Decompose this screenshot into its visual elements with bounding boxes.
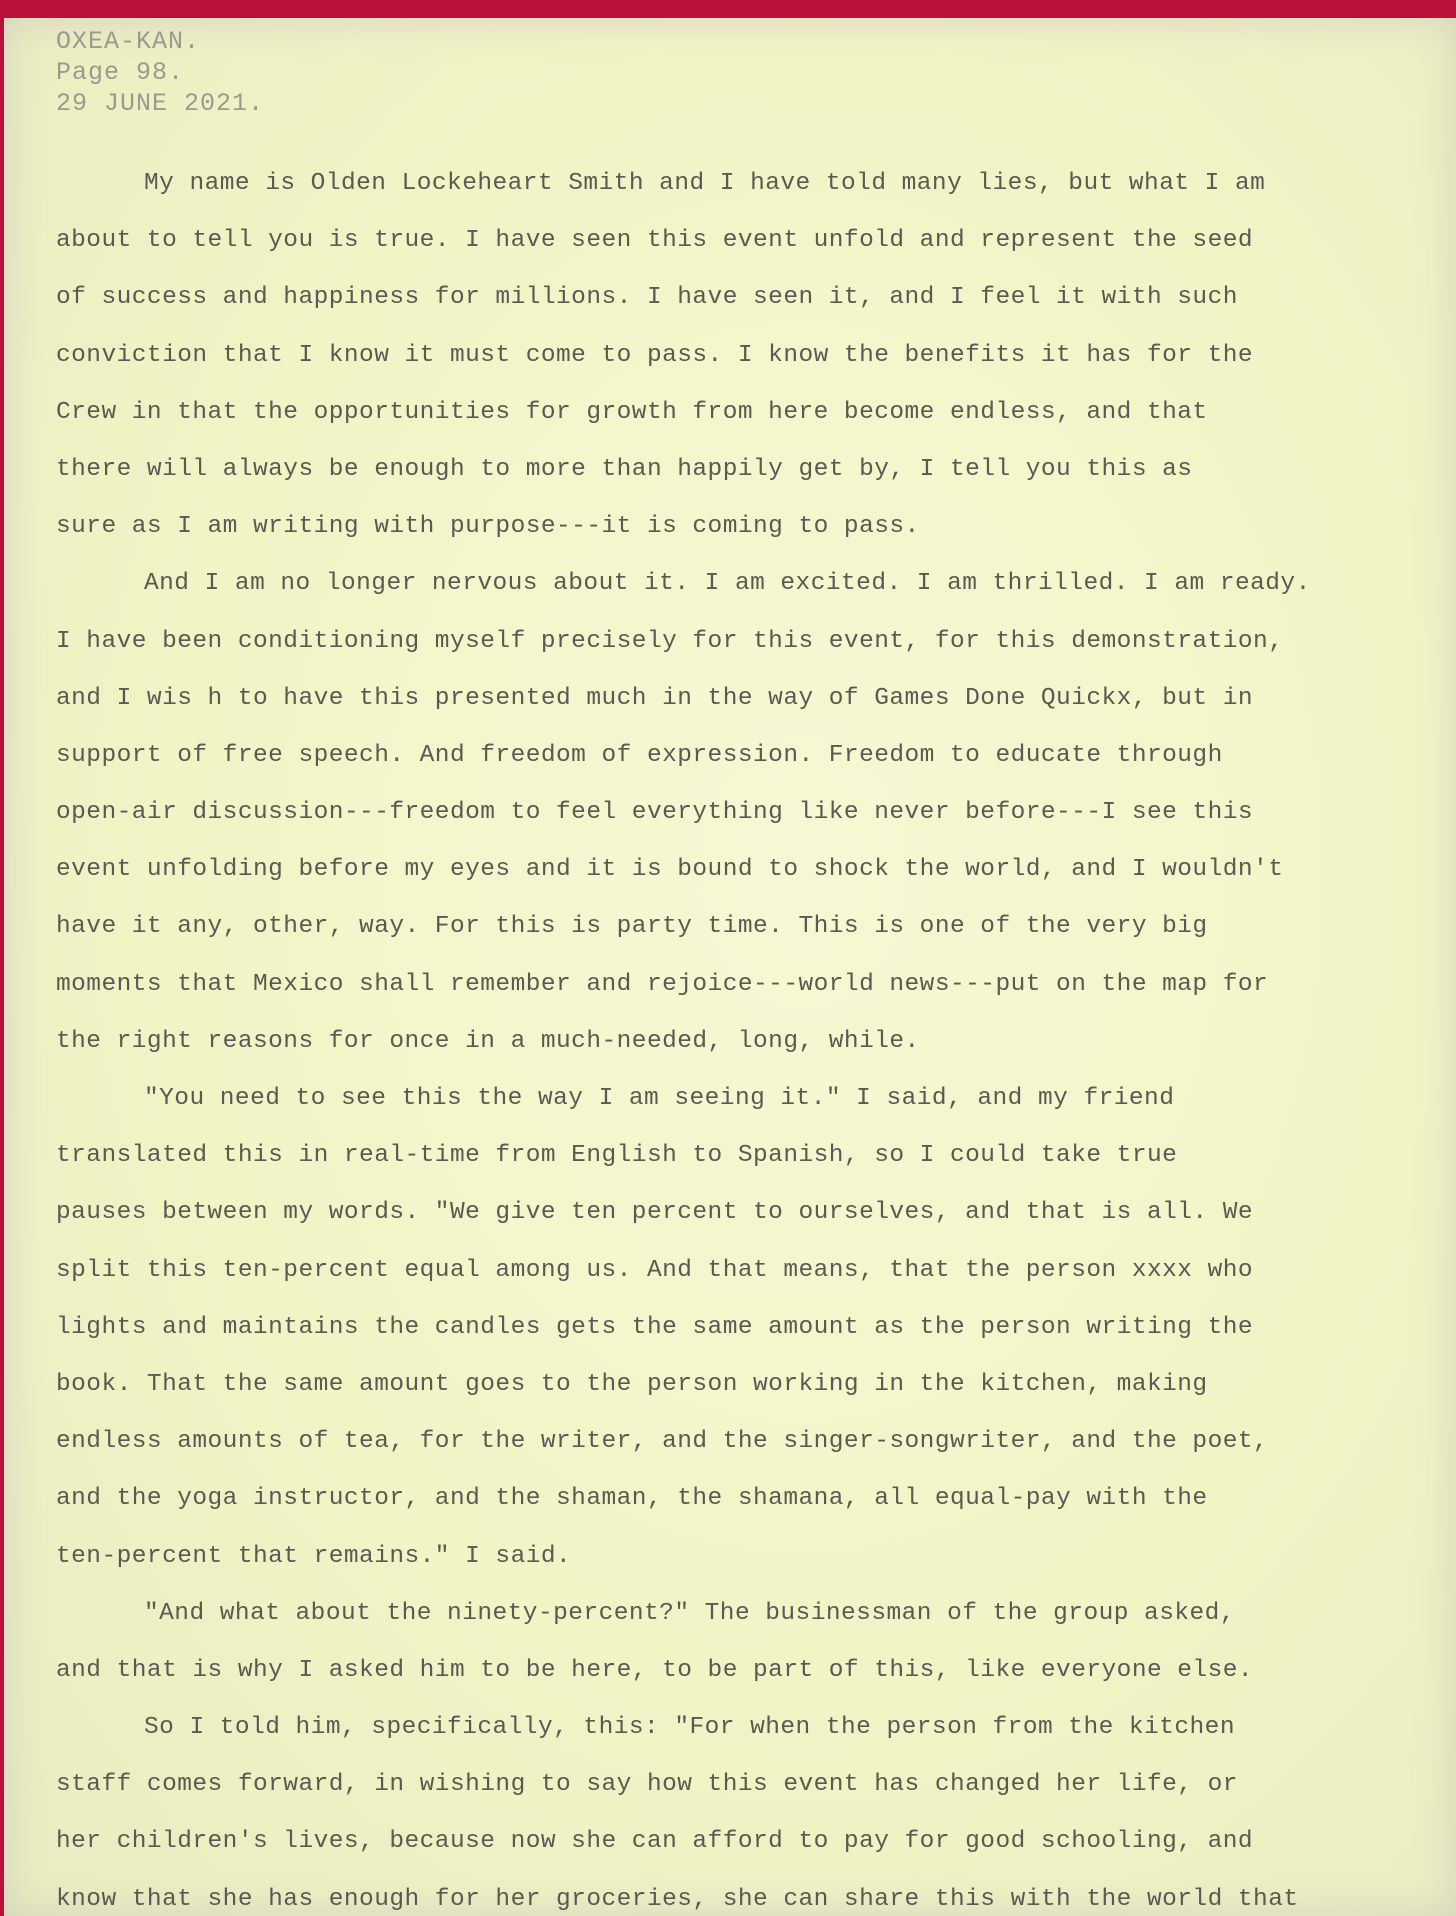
text-line: staff comes forward, in wishing to say how this event has changed her life, or (56, 1771, 1238, 1799)
text-line: and that is why I asked him to be here, to be part of this, like everyone else. (56, 1656, 1254, 1684)
text-line: pauses between my words. "We give ten percent to ourselves, and that is all. We (56, 1199, 1254, 1227)
text-line: the right reasons for once in a much-needed, long, while. (56, 1027, 920, 1055)
text-line: endless amounts of tea, for the writer, and the singer-songwriter, and the poet, (56, 1428, 1269, 1456)
header-title: OXEA-KAN. (56, 27, 201, 56)
text-line: And I am no longer nervous about it. I am excited. I am thrilled. I am ready. (144, 570, 1311, 598)
text-line: ten-percent that remains." I said. (56, 1542, 572, 1570)
text-line: lights and maintains the candles gets the same amount as the person writing the (56, 1313, 1254, 1341)
text-line: Crew in that the opportunities for growth from here become endless, and that (56, 398, 1208, 426)
text-line: know that she has enough for her groceries, she can share this with the world that (56, 1885, 1299, 1913)
text-line: open-air discussion---freedom to feel everything like never before---I see this (56, 799, 1254, 827)
text-line: moments that Mexico shall remember and rejoice---world news---put on the map for (56, 970, 1269, 998)
text-line: "And what about the ninety-percent?" The businessman of the group asked, (144, 1599, 1235, 1627)
page-header (56, 26, 264, 119)
text-line: about to tell you is true. I have seen this event unfold and represent the seed (56, 227, 1254, 255)
text-line: support of free speech. And freedom of expression. Freedom to educate through (56, 741, 1223, 769)
typewritten-page (4, 18, 1456, 1916)
text-line: sure as I am writing with purpose---it is coming to pass. (56, 513, 920, 541)
text-line: have it any, other, way. For this is party time. This is one of the very big (56, 913, 1208, 941)
header-date: 29 JUNE 2021. (56, 89, 265, 118)
text-line: event unfolding before my eyes and it is bound to shock the world, and I wouldn't (56, 856, 1284, 884)
text-line: and I wis h to have this presented much in the way of Games Done Quickx, but in (56, 684, 1254, 712)
text-line: and the yoga instructor, and the shaman, the shamana, all equal-pay with the (56, 1485, 1208, 1513)
text-line: I have been conditioning myself precisely for this event, for this demonstration, (56, 627, 1284, 655)
text-line: split this ten-percent equal among us. And that means, that the person xxxx who (56, 1256, 1254, 1284)
text-line: "You need to see this the way I am seeing it." I said, and my friend (144, 1085, 1175, 1112)
text-line: of success and happiness for millions. I have seen it, and I feel it with such (56, 284, 1238, 312)
text-line: book. That the same amount goes to the person working in the kitchen, making (56, 1370, 1208, 1398)
header-page-number: Page 98. (56, 58, 185, 87)
page-body-text (56, 155, 1436, 1916)
text-line: So I told him, specifically, this: "For when the person from the kitchen (144, 1714, 1235, 1742)
text-line: her children's lives, because now she can afford to pay for good schooling, and (56, 1828, 1254, 1856)
text-line: conviction that I know it must come to pass. I know the benefits it has for the (56, 341, 1254, 369)
text-line: My name is Olden Lockeheart Smith and I have told many lies, but what I am (144, 170, 1266, 197)
text-line: translated this in real-time from English to Spanish, so I could take true (56, 1142, 1178, 1170)
text-line: there will always be enough to more than happily get by, I tell you this as (56, 455, 1193, 483)
